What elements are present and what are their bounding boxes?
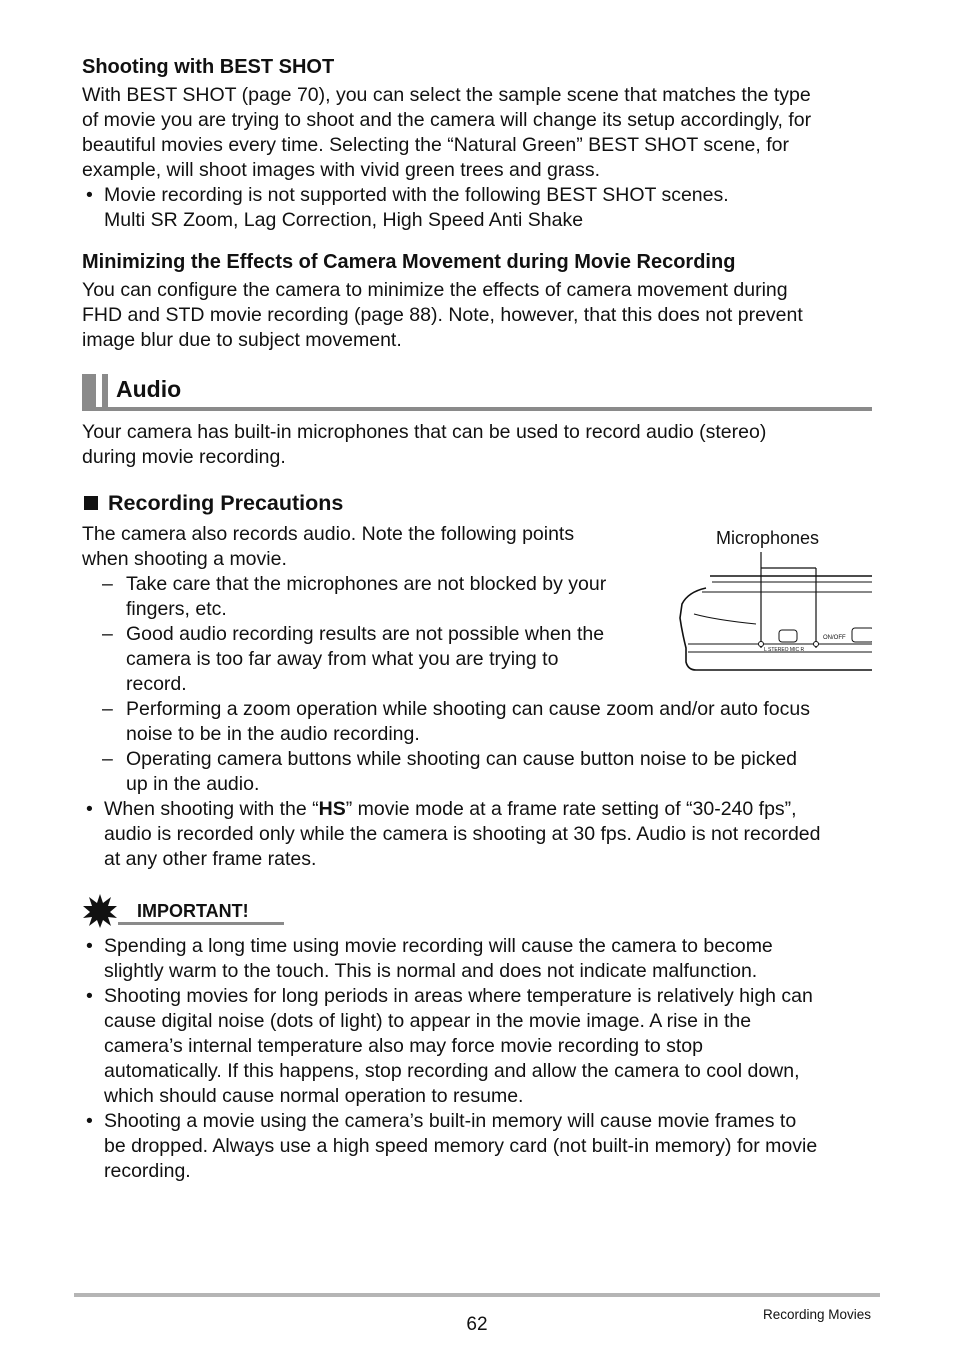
dash-line: Operating camera buttons while shooting can cause button noise to be picked bbox=[126, 748, 798, 770]
bullet-line: • Shooting a movie using the camera’s built-in memory will cause movie frames to bbox=[104, 1110, 797, 1132]
bullet-line: which should cause normal operation to resume. bbox=[104, 1085, 524, 1107]
paragraph-line: when shooting a movie. bbox=[82, 548, 287, 570]
paragraph-line: FHD and STD movie recording (page 88). Note, however, that this does not prevent bbox=[82, 304, 803, 326]
paragraph-line: The camera also records audio. Note the following points bbox=[82, 523, 575, 545]
recording-precautions-heading bbox=[84, 490, 343, 516]
paragraph-line: example, will shoot images with vivid green trees and grass. bbox=[82, 159, 601, 181]
power-button-icon bbox=[852, 628, 872, 642]
recording-precautions-title: Recording Precautions bbox=[108, 491, 344, 515]
stereo-mic-marking: L STEREO MIC R bbox=[764, 647, 805, 653]
microphone-left-icon bbox=[759, 642, 764, 647]
microphone-right-icon bbox=[814, 642, 819, 647]
page-number: 62 bbox=[466, 1314, 488, 1335]
dash-line: Performing a zoom operation while shooting can cause zoom and/or auto focus bbox=[126, 698, 810, 720]
dash-line: up in the audio. bbox=[126, 773, 260, 795]
dash-line: noise to be in the audio recording. bbox=[126, 723, 420, 745]
bullet-line: camera’s internal temperature also may force movie recording to stop bbox=[104, 1035, 703, 1057]
audio-heading: Audio bbox=[116, 376, 182, 402]
bullet-line: be dropped. Always use a high speed memory card (not built-in memory) for movie bbox=[104, 1135, 818, 1157]
on-off-marking: ON/OFF bbox=[823, 635, 846, 641]
camera-top-illustration bbox=[676, 552, 872, 676]
important-burst-icon bbox=[82, 893, 118, 929]
bullet-line: • Spending a long time using movie recording will cause the camera to become bbox=[104, 935, 773, 957]
bullet-line: cause digital noise (dots of light) to appear in the movie image. A rise in the bbox=[104, 1010, 752, 1032]
paragraph-line: With BEST SHOT (page 70), you can select the sample scene that matches the type bbox=[82, 84, 811, 106]
camera-body-outline bbox=[680, 588, 872, 670]
heading-bar-decoration bbox=[82, 374, 96, 410]
paragraph-line: You can configure the camera to minimize the effects of camera movement during bbox=[82, 279, 788, 301]
dash-mark: – bbox=[102, 748, 113, 770]
dash-line: camera is too far away from what you are trying to bbox=[126, 648, 559, 670]
dash-line: Good audio recording results are not possible when the bbox=[126, 623, 605, 645]
paragraph-line: Your camera has built-in microphones that can be used to record audio (stereo) bbox=[82, 421, 767, 443]
bullet-line: audio is recorded only while the camera is shooting at 30 fps. Audio is not recorded bbox=[104, 823, 821, 845]
paragraph-line: image blur due to subject movement. bbox=[82, 329, 402, 351]
bullet-line: automatically. If this happens, stop recording and allow the camera to cool down, bbox=[104, 1060, 800, 1082]
bullet-line: • Shooting movies for long periods in areas where temperature is relatively high can bbox=[104, 985, 813, 1007]
important-underline bbox=[118, 922, 284, 925]
bullet-item bbox=[82, 934, 882, 984]
paragraph-line: beautiful movies every time. Selecting the “Natural Green” BEST SHOT scene, for bbox=[82, 134, 789, 156]
square-bullet-icon bbox=[84, 496, 98, 510]
audio-section-header bbox=[82, 372, 872, 412]
important-header bbox=[82, 893, 287, 929]
footer-rule bbox=[74, 1293, 880, 1297]
minimizing-heading: Minimizing the Effects of Camera Movement during Movie Recording bbox=[82, 251, 736, 273]
dash-item bbox=[82, 747, 882, 797]
dash-item bbox=[82, 697, 882, 747]
paragraph-line: during movie recording. bbox=[82, 446, 286, 468]
bullet-line: slightly warm to the touch. This is normal and does not indicate malfunction. bbox=[104, 960, 758, 982]
microphones-label: Microphones bbox=[716, 528, 820, 548]
important-list bbox=[82, 934, 882, 1184]
footer-section-title: Recording Movies bbox=[762, 1307, 871, 1322]
bullet-line: • Movie recording is not supported with the following BEST SHOT scenes. bbox=[104, 184, 729, 206]
camera-curve bbox=[694, 614, 756, 624]
bullet-line: at any other frame rates. bbox=[104, 848, 317, 870]
bullet-line: Multi SR Zoom, Lag Correction, High Speed Anti Shake bbox=[104, 209, 584, 231]
dash-line: record. bbox=[126, 673, 187, 695]
bullet-line bbox=[104, 797, 882, 822]
audio-paragraph bbox=[82, 420, 882, 470]
paragraph-line: of movie you are trying to shoot and the camera will change its setup accordingly, for bbox=[82, 109, 812, 131]
important-label: IMPORTANT! bbox=[137, 901, 249, 921]
bullet-item bbox=[82, 1109, 882, 1184]
dash-line: Take care that the microphones are not blocked by your bbox=[126, 573, 607, 595]
hs-line-after: ” movie mode at a frame rate setting of “30-240 fps”, bbox=[345, 798, 797, 820]
best-shot-heading: Shooting with BEST SHOT bbox=[82, 56, 335, 78]
hs-line-before: When shooting with the “ bbox=[104, 798, 319, 820]
dash-mark: – bbox=[102, 573, 113, 595]
heading-underline bbox=[82, 407, 872, 411]
movie-button-icon bbox=[779, 630, 797, 642]
hs-mode-label: HS bbox=[318, 798, 346, 820]
bullet-item bbox=[82, 984, 882, 1109]
heading-bar-decoration bbox=[102, 374, 108, 410]
dash-mark: – bbox=[102, 623, 113, 645]
bullet-item bbox=[82, 797, 882, 872]
dash-line: fingers, etc. bbox=[126, 598, 227, 620]
best-shot-paragraph bbox=[82, 83, 882, 233]
bullet-line: recording. bbox=[104, 1160, 191, 1182]
bullet-item bbox=[82, 183, 882, 233]
dash-mark: – bbox=[102, 698, 113, 720]
minimizing-paragraph bbox=[82, 278, 882, 353]
